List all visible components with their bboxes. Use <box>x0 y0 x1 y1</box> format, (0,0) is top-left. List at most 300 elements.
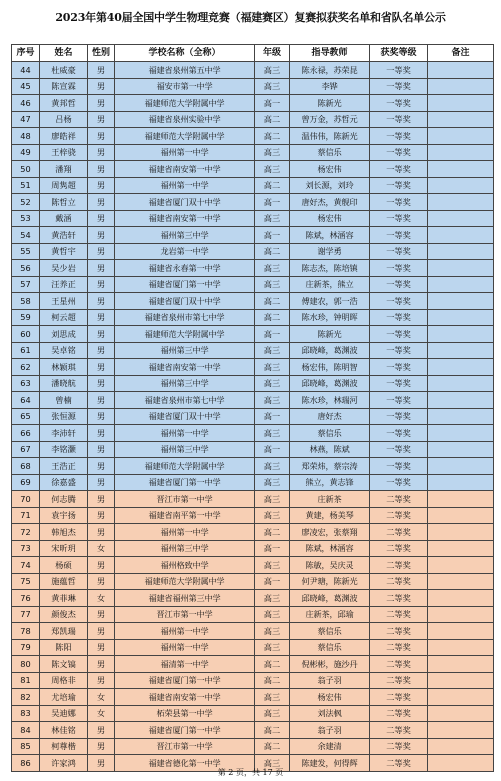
cell-number: 73 <box>12 540 40 557</box>
cell-school: 福州第三中学 <box>115 540 255 557</box>
cell-name: 黄邦哲 <box>40 95 88 112</box>
page-footer: 第 2 页，共 17 页 <box>217 768 284 777</box>
cell-school: 龙岩第一中学 <box>115 243 255 260</box>
cell-school: 福建省厦门第一中学 <box>115 722 255 739</box>
cell-note <box>428 491 494 508</box>
cell-grade: 高三 <box>255 210 290 227</box>
table-row <box>12 705 494 722</box>
cell-gender: 男 <box>88 260 115 277</box>
cell-gender: 男 <box>88 639 115 656</box>
cell-teacher: 邱晓峰，葛渊波 <box>290 590 370 607</box>
cell-name: 施蕴哲 <box>40 573 88 590</box>
table-row <box>12 524 494 541</box>
cell-gender: 男 <box>88 441 115 458</box>
cell-award: 二等奖 <box>370 623 428 640</box>
cell-grade: 高三 <box>255 623 290 640</box>
cell-award: 二等奖 <box>370 738 428 755</box>
cell-grade: 高二 <box>255 128 290 145</box>
cell-name: 王梓骁 <box>40 144 88 161</box>
cell-note <box>428 524 494 541</box>
cell-number: 71 <box>12 507 40 524</box>
cell-gender: 男 <box>88 524 115 541</box>
cell-name: 吴迪娜 <box>40 705 88 722</box>
cell-award: 二等奖 <box>370 491 428 508</box>
cell-gender: 男 <box>88 408 115 425</box>
cell-number: 83 <box>12 705 40 722</box>
cell-gender: 男 <box>88 375 115 392</box>
cell-name: 吴少岩 <box>40 260 88 277</box>
cell-school: 柘荣县第一中学 <box>115 705 255 722</box>
cell-number: 46 <box>12 95 40 112</box>
cell-number: 72 <box>12 524 40 541</box>
cell-note <box>428 194 494 211</box>
cell-school: 福建省永春第一中学 <box>115 260 255 277</box>
table-row <box>12 227 494 244</box>
cell-number: 66 <box>12 425 40 442</box>
table-row <box>12 458 494 475</box>
cell-number: 85 <box>12 738 40 755</box>
cell-award: 一等奖 <box>370 276 428 293</box>
cell-note <box>428 705 494 722</box>
cell-note <box>428 161 494 178</box>
cell-teacher: 何尹瑭，陈新光 <box>290 573 370 590</box>
cell-number: 61 <box>12 342 40 359</box>
table-row <box>12 689 494 706</box>
cell-number: 44 <box>12 62 40 79</box>
cell-note <box>428 458 494 475</box>
cell-award: 二等奖 <box>370 557 428 574</box>
cell-award: 一等奖 <box>370 458 428 475</box>
cell-grade: 高二 <box>255 243 290 260</box>
cell-name: 徐嘉盛 <box>40 474 88 491</box>
cell-award: 一等奖 <box>370 62 428 79</box>
cell-school: 福建师范大学附属中学 <box>115 95 255 112</box>
table-row <box>12 623 494 640</box>
cell-note <box>428 144 494 161</box>
table-row <box>12 326 494 343</box>
cell-teacher: 陈志杰，陈培镇 <box>290 260 370 277</box>
cell-award: 二等奖 <box>370 755 428 772</box>
cell-gender: 男 <box>88 111 115 128</box>
cell-school: 福州第三中学 <box>115 342 255 359</box>
cell-school: 福州第一中学 <box>115 425 255 442</box>
cell-name: 杨硕 <box>40 557 88 574</box>
cell-teacher: 陈永禄，苏荣昆 <box>290 62 370 79</box>
cell-teacher: 庄新茶 <box>290 491 370 508</box>
cell-gender: 男 <box>88 144 115 161</box>
cell-teacher: 翁子羽 <box>290 722 370 739</box>
table-row <box>12 375 494 392</box>
cell-teacher: 黄建，杨美琴 <box>290 507 370 524</box>
cell-note <box>428 689 494 706</box>
cell-award: 一等奖 <box>370 161 428 178</box>
cell-school: 福建省厦门第一中学 <box>115 672 255 689</box>
cell-gender: 男 <box>88 557 115 574</box>
table-row <box>12 722 494 739</box>
cell-gender: 男 <box>88 227 115 244</box>
cell-award: 一等奖 <box>370 425 428 442</box>
cell-award: 一等奖 <box>370 326 428 343</box>
cell-school: 福清第一中学 <box>115 656 255 673</box>
award-table <box>11 44 494 772</box>
cell-teacher: 蔡信乐 <box>290 623 370 640</box>
cell-note <box>428 722 494 739</box>
cell-note <box>428 62 494 79</box>
cell-award: 二等奖 <box>370 606 428 623</box>
cell-teacher: 蔡信乐 <box>290 425 370 442</box>
cell-name: 周隽超 <box>40 177 88 194</box>
cell-award: 二等奖 <box>370 507 428 524</box>
cell-gender: 男 <box>88 722 115 739</box>
col-header-name: 姓名 <box>40 45 88 62</box>
cell-grade: 高二 <box>255 293 290 310</box>
cell-note <box>428 210 494 227</box>
cell-name: 陈阳 <box>40 639 88 656</box>
cell-gender: 男 <box>88 78 115 95</box>
cell-teacher: 倪彬彬，施沙丹 <box>290 656 370 673</box>
cell-note <box>428 441 494 458</box>
table-row <box>12 590 494 607</box>
cell-school: 福建省泉州市第七中学 <box>115 309 255 326</box>
cell-note <box>428 606 494 623</box>
cell-school: 福州第一中学 <box>115 144 255 161</box>
cell-grade: 高一 <box>255 408 290 425</box>
table-row <box>12 161 494 178</box>
cell-teacher: 唐好杰，黄舰印 <box>290 194 370 211</box>
cell-school: 福建省南平第一中学 <box>115 507 255 524</box>
cell-note <box>428 227 494 244</box>
cell-school: 福建师范大学附属中学 <box>115 458 255 475</box>
cell-award: 二等奖 <box>370 656 428 673</box>
cell-grade: 高三 <box>255 557 290 574</box>
cell-name: 黄哲宇 <box>40 243 88 260</box>
cell-award: 二等奖 <box>370 540 428 557</box>
cell-note <box>428 656 494 673</box>
cell-gender: 男 <box>88 425 115 442</box>
cell-note <box>428 276 494 293</box>
table-row <box>12 573 494 590</box>
cell-name: 曾楠 <box>40 392 88 409</box>
cell-grade: 高二 <box>255 722 290 739</box>
cell-grade: 高一 <box>255 573 290 590</box>
cell-note <box>428 507 494 524</box>
cell-teacher: 陈水珍，林瑞河 <box>290 392 370 409</box>
cell-name: 周格非 <box>40 672 88 689</box>
table-row <box>12 738 494 755</box>
cell-teacher: 陈斌，林涵容 <box>290 540 370 557</box>
cell-name: 王星州 <box>40 293 88 310</box>
cell-teacher: 杨宏伟 <box>290 210 370 227</box>
cell-name: 林佳铭 <box>40 722 88 739</box>
cell-award: 一等奖 <box>370 441 428 458</box>
table-row <box>12 639 494 656</box>
cell-number: 49 <box>12 144 40 161</box>
cell-teacher: 刘长源，刘玲 <box>290 177 370 194</box>
cell-note <box>428 672 494 689</box>
cell-school: 福建省福州第三中学 <box>115 590 255 607</box>
cell-school: 福州第一中学 <box>115 177 255 194</box>
cell-gender: 男 <box>88 392 115 409</box>
cell-note <box>428 128 494 145</box>
cell-number: 52 <box>12 194 40 211</box>
cell-number: 50 <box>12 161 40 178</box>
cell-school: 福安市第一中学 <box>115 78 255 95</box>
cell-number: 55 <box>12 243 40 260</box>
cell-award: 一等奖 <box>370 111 428 128</box>
cell-gender: 男 <box>88 309 115 326</box>
cell-grade: 高三 <box>255 425 290 442</box>
cell-number: 56 <box>12 260 40 277</box>
cell-number: 54 <box>12 227 40 244</box>
cell-number: 60 <box>12 326 40 343</box>
cell-note <box>428 177 494 194</box>
table-row <box>12 243 494 260</box>
cell-gender: 男 <box>88 161 115 178</box>
table-row <box>12 210 494 227</box>
cell-gender: 男 <box>88 458 115 475</box>
col-header-number: 序号 <box>12 45 40 62</box>
cell-name: 潘翔 <box>40 161 88 178</box>
cell-school: 福建省厦门双十中学 <box>115 194 255 211</box>
cell-teacher: 邱晓峰，葛渊波 <box>290 342 370 359</box>
cell-grade: 高三 <box>255 375 290 392</box>
cell-gender: 男 <box>88 95 115 112</box>
table-row <box>12 606 494 623</box>
cell-gender: 女 <box>88 540 115 557</box>
cell-number: 80 <box>12 656 40 673</box>
table-row <box>12 260 494 277</box>
cell-name: 李沛轩 <box>40 425 88 442</box>
cell-name: 潘晓航 <box>40 375 88 392</box>
cell-teacher: 陈敏，吴庆灵 <box>290 557 370 574</box>
cell-name: 吕杨 <box>40 111 88 128</box>
cell-teacher: 陈新光 <box>290 95 370 112</box>
cell-gender: 男 <box>88 755 115 772</box>
cell-award: 二等奖 <box>370 573 428 590</box>
col-header-note: 备注 <box>428 45 494 62</box>
cell-award: 一等奖 <box>370 309 428 326</box>
cell-grade: 高二 <box>255 738 290 755</box>
cell-grade: 高三 <box>255 161 290 178</box>
cell-gender: 男 <box>88 243 115 260</box>
cell-award: 一等奖 <box>370 194 428 211</box>
cell-gender: 男 <box>88 507 115 524</box>
cell-name: 刘思成 <box>40 326 88 343</box>
cell-grade: 高二 <box>255 672 290 689</box>
cell-number: 70 <box>12 491 40 508</box>
cell-number: 58 <box>12 293 40 310</box>
cell-award: 二等奖 <box>370 639 428 656</box>
table-row <box>12 656 494 673</box>
cell-teacher: 陈建发，何得辉 <box>290 755 370 772</box>
cell-grade: 高三 <box>255 458 290 475</box>
cell-teacher: 邱晓峰，葛渊波 <box>290 375 370 392</box>
cell-number: 84 <box>12 722 40 739</box>
cell-teacher: 杨宏伟 <box>290 689 370 706</box>
cell-school: 晋江市第一中学 <box>115 606 255 623</box>
cell-number: 74 <box>12 557 40 574</box>
cell-gender: 男 <box>88 672 115 689</box>
cell-grade: 高三 <box>255 639 290 656</box>
cell-gender: 女 <box>88 705 115 722</box>
cell-teacher: 郑荣炜，蔡宗涛 <box>290 458 370 475</box>
table-row <box>12 474 494 491</box>
cell-grade: 高一 <box>255 194 290 211</box>
table-row <box>12 342 494 359</box>
cell-name: 黄浩轩 <box>40 227 88 244</box>
cell-school: 福建师范大学附属中学 <box>115 128 255 145</box>
cell-award: 一等奖 <box>370 144 428 161</box>
table-row <box>12 408 494 425</box>
cell-number: 67 <box>12 441 40 458</box>
cell-note <box>428 557 494 574</box>
cell-teacher: 陈斌，林涵容 <box>290 227 370 244</box>
cell-award: 一等奖 <box>370 243 428 260</box>
cell-gender: 男 <box>88 128 115 145</box>
cell-school: 福州第三中学 <box>115 227 255 244</box>
cell-award: 一等奖 <box>370 78 428 95</box>
cell-number: 86 <box>12 755 40 772</box>
cell-name: 尤培瑜 <box>40 689 88 706</box>
cell-name: 何志腾 <box>40 491 88 508</box>
cell-note <box>428 392 494 409</box>
cell-note <box>428 342 494 359</box>
col-header-award: 获奖等级 <box>370 45 428 62</box>
table-row <box>12 392 494 409</box>
cell-gender: 男 <box>88 606 115 623</box>
cell-teacher: 熊立，黄志锋 <box>290 474 370 491</box>
cell-name: 王浩正 <box>40 458 88 475</box>
cell-name: 柯云超 <box>40 309 88 326</box>
cell-grade: 高三 <box>255 78 290 95</box>
cell-teacher: 刘法枫 <box>290 705 370 722</box>
cell-school: 福建省南安第一中学 <box>115 359 255 376</box>
cell-grade: 高一 <box>255 326 290 343</box>
cell-grade: 高三 <box>255 276 290 293</box>
cell-school: 福建省厦门双十中学 <box>115 408 255 425</box>
cell-number: 57 <box>12 276 40 293</box>
cell-name: 汪养正 <box>40 276 88 293</box>
cell-note <box>428 78 494 95</box>
cell-number: 48 <box>12 128 40 145</box>
cell-teacher: 杨宏伟 <box>290 161 370 178</box>
cell-name: 郑凯瑞 <box>40 623 88 640</box>
col-header-teacher: 指导教师 <box>290 45 370 62</box>
cell-school: 福建师范大学附属中学 <box>115 573 255 590</box>
table-row <box>12 557 494 574</box>
cell-school: 福建省泉州实验中学 <box>115 111 255 128</box>
cell-award: 一等奖 <box>370 342 428 359</box>
cell-gender: 男 <box>88 62 115 79</box>
cell-number: 53 <box>12 210 40 227</box>
table-row <box>12 128 494 145</box>
cell-name: 林颖琪 <box>40 359 88 376</box>
cell-name: 柯尊楷 <box>40 738 88 755</box>
cell-grade: 高三 <box>255 342 290 359</box>
cell-award: 二等奖 <box>370 722 428 739</box>
cell-number: 63 <box>12 375 40 392</box>
col-header-grade: 年级 <box>255 45 290 62</box>
cell-number: 79 <box>12 639 40 656</box>
cell-award: 一等奖 <box>370 260 428 277</box>
cell-number: 78 <box>12 623 40 640</box>
cell-grade: 高一 <box>255 441 290 458</box>
table-row <box>12 491 494 508</box>
cell-school: 晋江市第一中学 <box>115 491 255 508</box>
table-row <box>12 144 494 161</box>
cell-note <box>428 590 494 607</box>
col-header-gender: 性别 <box>88 45 115 62</box>
cell-award: 一等奖 <box>370 227 428 244</box>
cell-award: 一等奖 <box>370 375 428 392</box>
table-row <box>12 540 494 557</box>
cell-award: 二等奖 <box>370 672 428 689</box>
cell-award: 二等奖 <box>370 689 428 706</box>
cell-award: 一等奖 <box>370 210 428 227</box>
cell-award: 二等奖 <box>370 590 428 607</box>
cell-grade: 高三 <box>255 392 290 409</box>
cell-name: 陈宣霖 <box>40 78 88 95</box>
cell-school: 福建省南安第一中学 <box>115 210 255 227</box>
cell-gender: 男 <box>88 359 115 376</box>
cell-school: 福建省泉州第五中学 <box>115 62 255 79</box>
table-row <box>12 672 494 689</box>
table-row <box>12 441 494 458</box>
cell-school: 福建省厦门第一中学 <box>115 474 255 491</box>
cell-teacher: 蔡信乐 <box>290 144 370 161</box>
cell-name: 吴卓铭 <box>40 342 88 359</box>
cell-note <box>428 408 494 425</box>
cell-grade: 高三 <box>255 705 290 722</box>
cell-award: 一等奖 <box>370 293 428 310</box>
cell-school: 福建省厦门第一中学 <box>115 276 255 293</box>
cell-name: 宋昕玥 <box>40 540 88 557</box>
document-title: 2023年第40届全国中学生物理竞赛（福建赛区）复赛拟获奖名单和省队名单公示 <box>55 11 446 24</box>
cell-school: 晋江市第一中学 <box>115 738 255 755</box>
cell-name: 张恒源 <box>40 408 88 425</box>
cell-note <box>428 309 494 326</box>
cell-grade: 高二 <box>255 177 290 194</box>
cell-grade: 高三 <box>255 606 290 623</box>
cell-award: 一等奖 <box>370 128 428 145</box>
col-header-school: 学校名称（全称） <box>115 45 255 62</box>
cell-name: 黄菲琳 <box>40 590 88 607</box>
cell-grade: 高二 <box>255 524 290 541</box>
cell-grade: 高二 <box>255 111 290 128</box>
table-body <box>12 62 494 772</box>
cell-award: 一等奖 <box>370 474 428 491</box>
cell-teacher: 余建清 <box>290 738 370 755</box>
cell-note <box>428 243 494 260</box>
cell-note <box>428 540 494 557</box>
cell-grade: 高三 <box>255 260 290 277</box>
cell-grade: 高三 <box>255 590 290 607</box>
cell-school: 福建师范大学附属中学 <box>115 326 255 343</box>
table-row <box>12 276 494 293</box>
table-row <box>12 309 494 326</box>
cell-school: 福州第一中学 <box>115 623 255 640</box>
table-row <box>12 111 494 128</box>
cell-gender: 女 <box>88 689 115 706</box>
cell-note <box>428 375 494 392</box>
cell-number: 51 <box>12 177 40 194</box>
cell-note <box>428 474 494 491</box>
cell-teacher: 温伟伟，陈新光 <box>290 128 370 145</box>
cell-gender: 男 <box>88 623 115 640</box>
cell-number: 81 <box>12 672 40 689</box>
cell-teacher: 傅建农，郭一浩 <box>290 293 370 310</box>
cell-number: 62 <box>12 359 40 376</box>
